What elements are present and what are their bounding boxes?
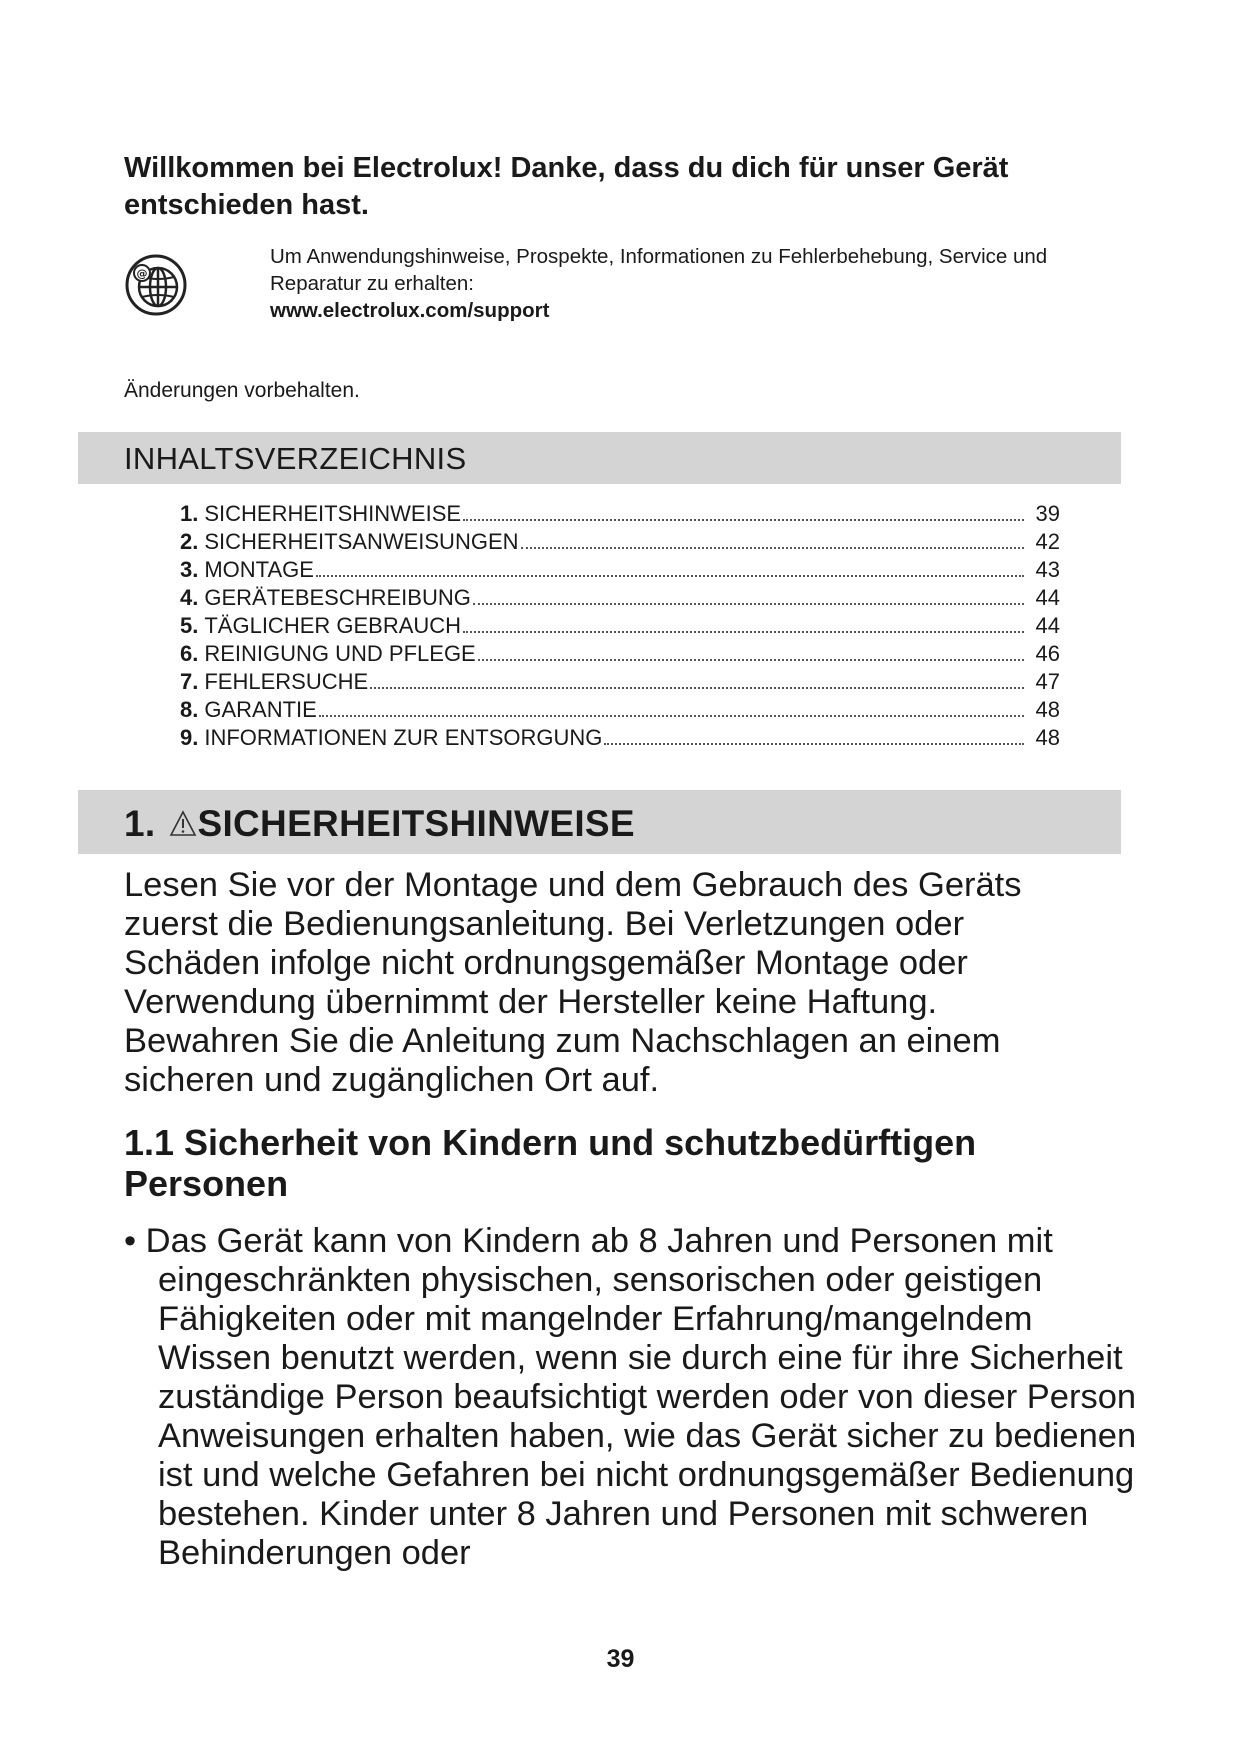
toc-item[interactable] xyxy=(180,556,1060,584)
toc-item-page: 48 xyxy=(1035,697,1060,722)
section-title-text: SICHERHEITSHINWEISE xyxy=(197,803,635,844)
svg-text:@: @ xyxy=(136,267,148,280)
toc-item-label: REINIGUNG UND PFLEGE xyxy=(204,641,476,666)
toc-item-label: SICHERHEITSHINWEISE xyxy=(204,501,462,526)
toc-item-label: SICHERHEITSANWEISUNGEN xyxy=(204,529,519,554)
toc-leader-dots xyxy=(316,556,1024,577)
toc-leader-dots xyxy=(463,612,1024,633)
toc-item-number: 4. xyxy=(180,585,199,610)
toc-leader-dots xyxy=(521,528,1024,549)
toc-item[interactable] xyxy=(180,724,1060,752)
toc-title: INHALTSVERZEICHNIS xyxy=(124,441,467,476)
toc-item-page: 39 xyxy=(1035,501,1060,526)
toc-item-page: 48 xyxy=(1035,725,1060,750)
bullet-paragraph: • Das Gerät kann von Kindern ab 8 Jahren und Personen mit eingeschränkten physischen, sensorischen oder geistigen Fähigkeiten oder mit mangelnder Erfahrung/mangelndem Wissen benutzt werden, wenn sie durch eine für ihre Sicherheit zuständige Person beaufsichtigt werden oder von dieser Person Anweisungen erhalten haben, wie das Gerät sicher zu bedienen ist und welche Gefahren bei nicht ordnungsgemäßer Bedienung bestehen. Kinder unter 8 Jahren und Personen mit schweren Behinderungen oder xyxy=(124,1222,1137,1572)
toc-leader-dots xyxy=(370,668,1024,689)
welcome-heading: Willkommen bei Electrolux! Danke, dass du dich für unser Gerät entschieden hast. xyxy=(124,152,1009,221)
toc-item[interactable] xyxy=(180,500,1060,528)
toc-item-number: 7. xyxy=(180,669,199,694)
toc-leader-dots xyxy=(473,584,1024,605)
section-intro-paragraph: Lesen Sie vor der Montage und dem Gebrauch des Geräts zuerst die Bedienungsanleitung. Bei Verletzungen oder Schäden infolge nicht ordnungsgemäßer Montage oder Verwendung übernimmt der Hersteller keine Haftung. Bewahren Sie die Anleitung zum Nachschlagen an einem sicheren und zugänglichen Ort auf. xyxy=(124,866,1022,1099)
toc-item-label: GERÄTEBESCHREIBUNG xyxy=(204,585,471,610)
toc-leader-dots xyxy=(604,724,1024,745)
toc-item-number: 3. xyxy=(180,557,199,582)
toc-item-page: 47 xyxy=(1035,669,1060,694)
toc-item-number: 8. xyxy=(180,697,199,722)
toc-item-label: TÄGLICHER GEBRAUCH xyxy=(204,613,462,638)
toc-item-number: 1. xyxy=(180,501,199,526)
section-title xyxy=(124,803,635,845)
toc-item-page: 44 xyxy=(1035,585,1060,610)
toc-item-page: 44 xyxy=(1035,613,1060,638)
warning-triangle-icon xyxy=(169,810,197,838)
toc-item-page: 46 xyxy=(1035,641,1060,666)
support-block xyxy=(124,243,1124,333)
globe-support-icon xyxy=(124,253,188,317)
support-link[interactable]: www.electrolux.com/support xyxy=(270,299,550,322)
subsection-title: 1.1 Sicherheit von Kindern und schutzbedürftigen Personen xyxy=(124,1122,977,1204)
toc-item-label: GARANTIE xyxy=(204,697,317,722)
toc-item-page: 42 xyxy=(1035,529,1060,554)
toc-item-label: FEHLERSUCHE xyxy=(204,669,369,694)
toc-item[interactable] xyxy=(180,528,1060,556)
support-text-block xyxy=(270,243,1130,324)
toc-leader-dots xyxy=(478,640,1024,661)
toc-item-number: 9. xyxy=(180,725,199,750)
toc-item-number: 6. xyxy=(180,641,199,666)
toc-item[interactable] xyxy=(180,668,1060,696)
section-header-band xyxy=(78,790,1121,854)
toc-leader-dots xyxy=(463,500,1024,521)
toc-item-label: MONTAGE xyxy=(204,557,314,582)
toc-item-label: INFORMATIONEN ZUR ENTSORGUNG xyxy=(204,725,603,750)
toc-item-page: 43 xyxy=(1035,557,1060,582)
toc-item-number: 5. xyxy=(180,613,199,638)
support-description: Um Anwendungshinweise, Prospekte, Informationen zu Fehlerbehebung, Service und Reparatur zu erhalten: xyxy=(270,245,1048,295)
table-of-contents xyxy=(180,500,1060,752)
changes-note: Änderungen vorbehalten. xyxy=(124,379,360,402)
toc-item[interactable] xyxy=(180,612,1060,640)
section-number: 1. xyxy=(124,803,156,844)
toc-item[interactable] xyxy=(180,696,1060,724)
toc-item[interactable] xyxy=(180,640,1060,668)
toc-leader-dots xyxy=(319,696,1024,717)
toc-item[interactable] xyxy=(180,584,1060,612)
toc-item-number: 2. xyxy=(180,529,199,554)
toc-header-band xyxy=(78,432,1121,484)
page-number: 39 xyxy=(606,1645,635,1673)
